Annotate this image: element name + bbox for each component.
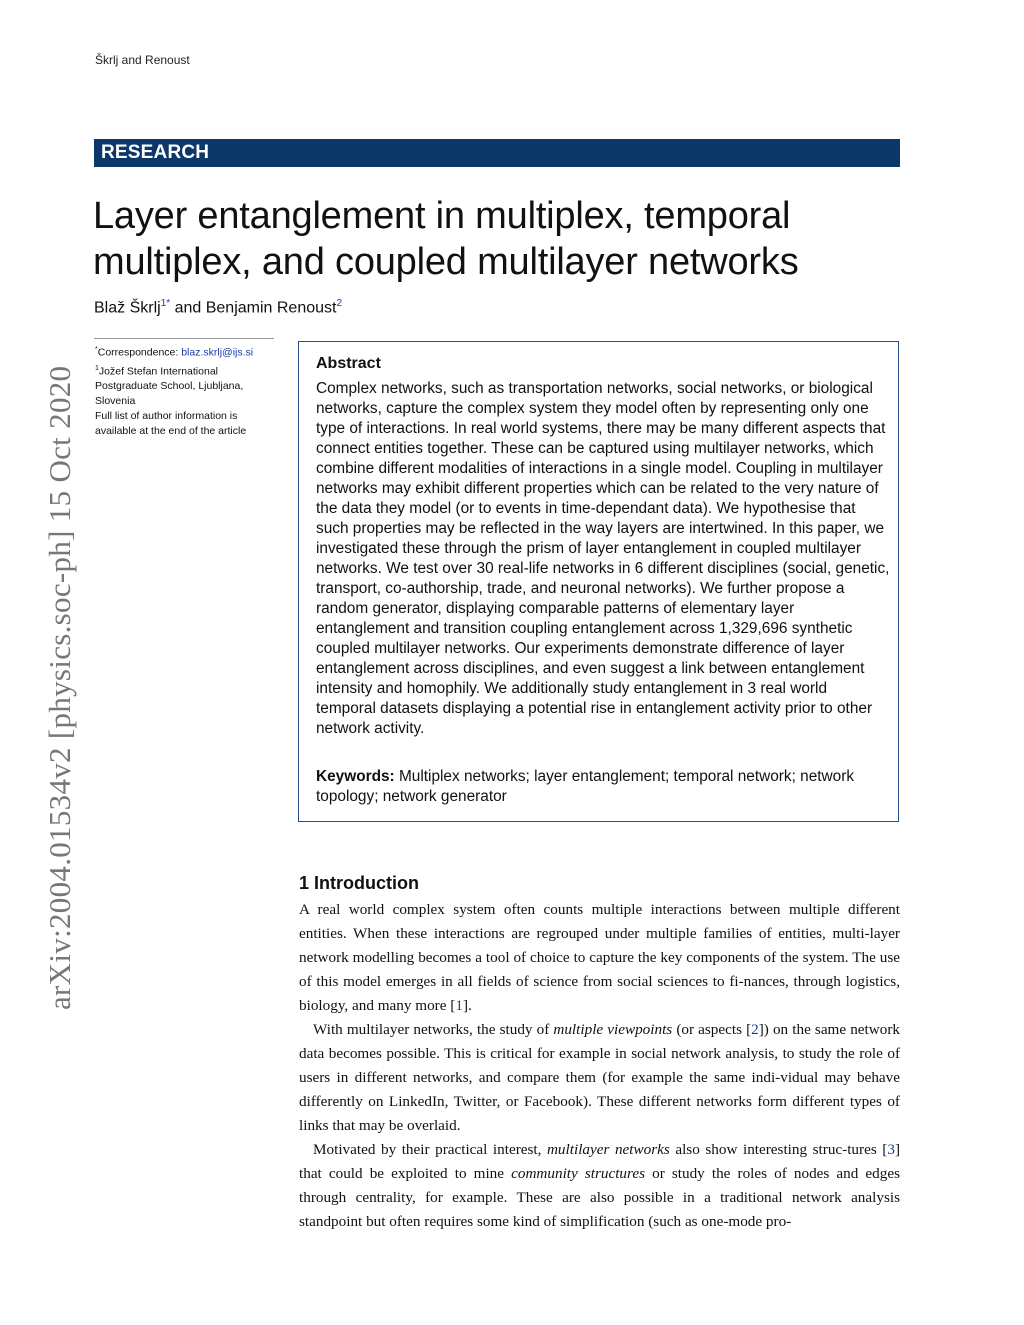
- title-line-2: multiplex, and coupled multilayer networks: [93, 241, 799, 283]
- p2-a: With multilayer networks, the study of: [313, 1021, 554, 1038]
- email-link[interactable]: blaz.skrlj@ijs.si: [181, 346, 254, 359]
- author-info-note: Full list of author information is available at the end of the article: [95, 410, 247, 437]
- affiliation-1: [95, 361, 280, 410]
- author-2: and Benjamin Renoust: [170, 299, 337, 317]
- banner-label: RESEARCH: [101, 142, 210, 163]
- correspondence: [95, 342, 280, 361]
- running-head: Škrlj and Renoust: [95, 53, 190, 67]
- p2-b: (or aspects [: [672, 1021, 752, 1038]
- author-1-affil-link[interactable]: 1*: [160, 298, 171, 309]
- keywords-label: Keywords:: [316, 768, 395, 785]
- p3-a: Motivated by their practical interest,: [313, 1141, 547, 1158]
- arxiv-stamp: arXiv:2004.01534v2 [physics.soc-ph] 15 Oct 2020: [42, 365, 77, 1010]
- affiliation-block: [95, 342, 280, 439]
- abstract-text: Complex networks, such as transportation networks, social networks, or biological networks, capture the complex system they model often by representing only one type of interactions. In real world systems, there may be many different aspects that connect entities together. These can be captured using multilayer networks, which combine different modalities of interactions in a single model. Coupling in multilayer networks may exhibit different properties which can be related to the very nature of the data they model (or to events in time-dependant data). We hypothesise that such properties may be reflected in the way layers are intertwined. In this paper, we investigated these through the prism of layer entanglement in coupled multilayer networks. We test over 30 real-life networks in 6 different disciplines (social, genetic, transport, co-authorship, trade, and neuronal networks). We further propose a random generator, displaying comparable patterns of elementary layer entanglement and transition coupling entanglement across 1,329,696 synthetic coupled multilayer networks. Our experiments demonstrate difference of layer entanglement across disciplines, and even suggest a link between entanglement intensity and homophily. We additionally study entanglement in 3 real world temporal datasets displaying a potential rise in entanglement activity prior to other network activity.: [316, 380, 890, 737]
- research-banner: [94, 139, 900, 167]
- title-line-1: Layer entanglement in multiplex, temporal: [93, 195, 791, 237]
- p2-emphasis: multiple viewpoints: [553, 1021, 673, 1038]
- p3-c: ] that could be exploited to mine: [299, 1141, 901, 1182]
- aff1-mark: 1: [95, 364, 99, 372]
- paragraph-2: [299, 1018, 900, 1138]
- section-heading: 1 Introduction: [299, 873, 419, 893]
- paragraph-3: [299, 1138, 900, 1234]
- corr-mark: *: [95, 346, 98, 353]
- citation-2[interactable]: 2: [751, 1021, 759, 1038]
- p1-text: A real world complex system often counts multiple interactions between multiple different entities. When these interactions are regrouped under multiple families of entities, multi-layer network modelling becomes a tool of choice to capture the key components of the system. The use of this model emerges in all fields of science from social sciences to fi-nances, through logistics, biology, and many more [: [299, 901, 900, 1014]
- citation-3[interactable]: 3: [887, 1141, 895, 1158]
- keywords-list: Multiplex networks; layer entanglement; temporal network; network topology; network generator: [316, 768, 855, 805]
- paragraph-1: [299, 898, 900, 1018]
- p3-d: or study the roles of nodes and edges through centrality, for example. These are also possible in a traditional network analysis standpoint but often requires some kind of simplification (such as one-mode pro-: [299, 1165, 901, 1230]
- author-1: Blaž Škrlj: [94, 299, 161, 317]
- author-2-affil-link[interactable]: 2: [336, 298, 343, 309]
- corr-label: Correspondence:: [97, 346, 182, 359]
- affiliation-divider: [94, 338, 274, 339]
- author-list: [94, 298, 342, 317]
- keywords: [316, 767, 886, 807]
- paper-title: [93, 193, 893, 285]
- p3-b: also show interesting struc-tures [: [669, 1141, 888, 1158]
- p2-c: ]) on the same network data becomes possible. This is critical for example in social network analysis, to study the role of users in different networks, and compare them (for example the same indi-vidual may behave differently on LinkedIn, Twitter, or Facebook). These different networks form different types of links that may be overlaid.: [299, 1021, 900, 1134]
- p1-end: ].: [462, 997, 472, 1014]
- intro-body: [299, 898, 900, 1234]
- p3-emphasis-1: multilayer networks: [546, 1141, 670, 1158]
- p3-emphasis-2: community structures: [511, 1165, 646, 1182]
- abstract-heading: Abstract: [316, 355, 381, 372]
- aff1-text: Jožef Stefan International Postgraduate School, Ljubljana, Slovenia: [95, 365, 244, 407]
- citation-1[interactable]: 1: [455, 997, 463, 1014]
